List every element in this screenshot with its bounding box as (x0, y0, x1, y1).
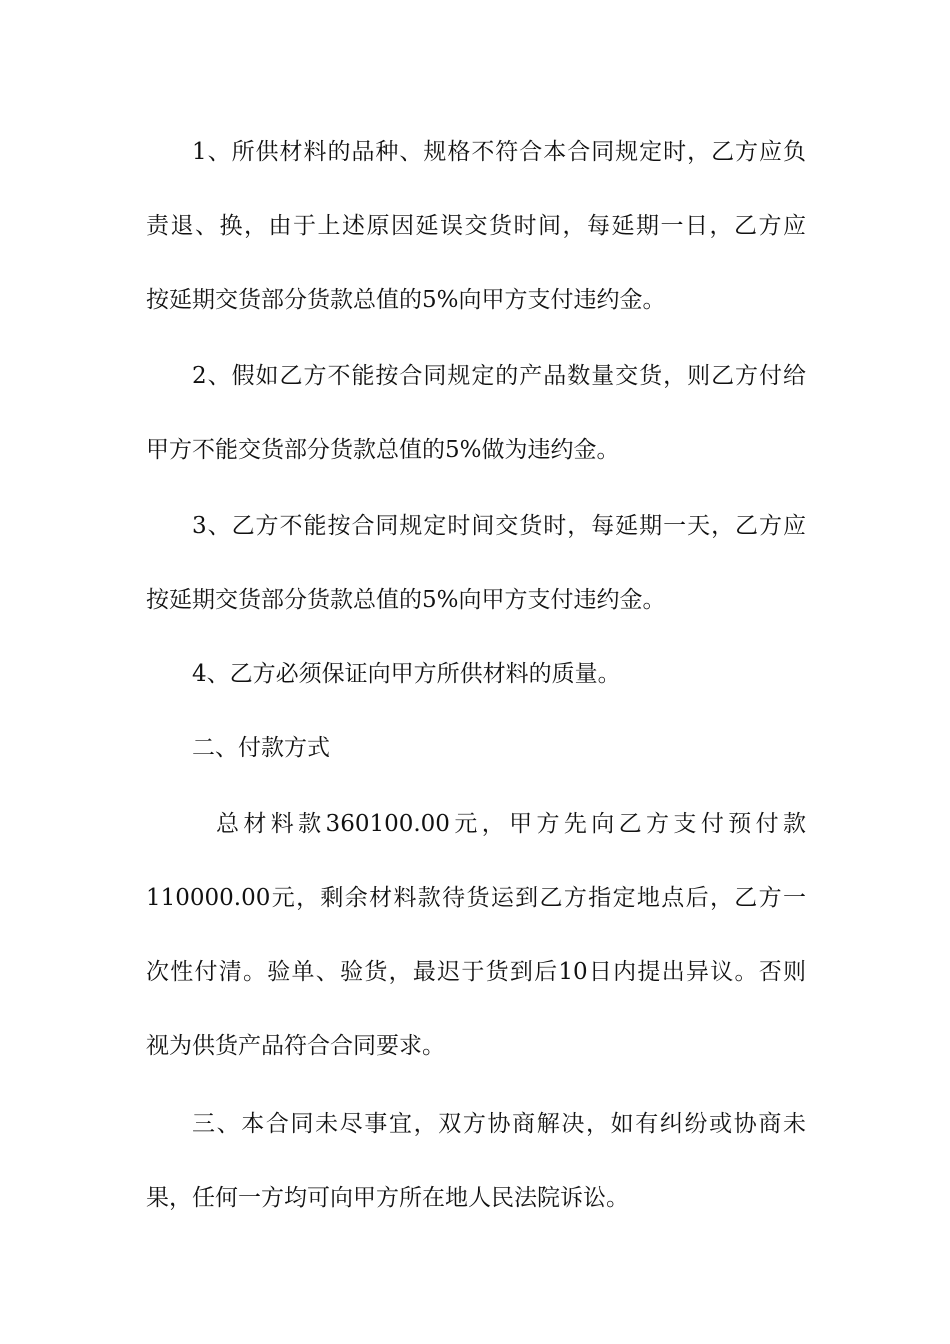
section-three-line-1: 三、本合同未尽事宜，双方协商解决，如有纠纷或协商未 (192, 1111, 806, 1137)
payment-line-1: 总材料款360100.00元，甲方先向乙方支付预付款 (216, 811, 806, 837)
payment-line-2: 110000.00元，剩余材料款待货运到乙方指定地点后，乙方一 (146, 885, 806, 911)
clause-1-line-2: 责退、换，由于上述原因延误交货时间，每延期一日，乙方应 (146, 213, 806, 239)
section-heading-payment: 二、付款方式 (192, 735, 330, 761)
clause-2-line-1: 2、假如乙方不能按合同规定的产品数量交货，则乙方付给 (192, 363, 806, 389)
clause-3-line-1: 3、乙方不能按合同规定时间交货时，每延期一天，乙方应 (192, 513, 806, 539)
clause-1-line-3: 按延期交货部分货款总值的5%向甲方支付违约金。 (146, 287, 666, 313)
payment-line-3: 次性付清。验单、验货，最迟于货到后10日内提出异议。否则 (146, 959, 806, 985)
clause-4-line-1: 4、乙方必须保证向甲方所供材料的质量。 (192, 661, 621, 687)
clause-1-line-1: 1、所供材料的品种、规格不符合本合同规定时，乙方应负 (192, 139, 806, 165)
payment-line-4: 视为供货产品符合合同要求。 (146, 1033, 445, 1059)
clause-3-line-2: 按延期交货部分货款总值的5%向甲方支付违约金。 (146, 587, 666, 613)
clause-2-line-2: 甲方不能交货部分货款总值的5%做为违约金。 (146, 437, 620, 463)
section-three-line-2: 果，任何一方均可向甲方所在地人民法院诉讼。 (146, 1185, 629, 1211)
